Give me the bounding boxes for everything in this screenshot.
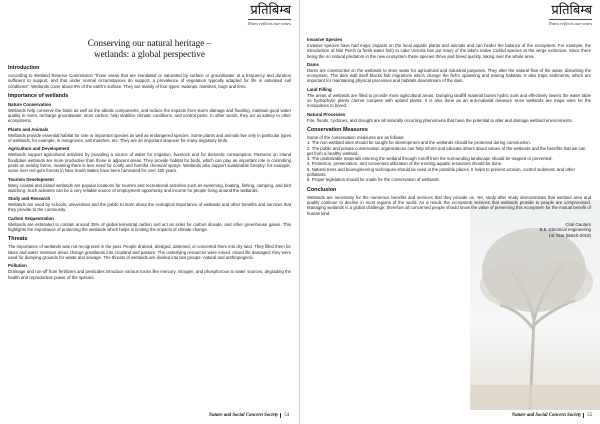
conservation-intro: Some of the conservation measures are as follows:: [307, 134, 405, 140]
conclusion-paragraph: Wetlands are necessary for the numerous benefits and services that they provide us. Yet, study after study demonstrates that wetland area and quality continue to decline in most regions of the world. As a result, the ecosystem services that wetlands provide to people are compromised. Managing wetlands is a global challenge; therefore all concerned people should know the value of preserving this ecosystem for the mutual benefit of human kind.: [307, 194, 591, 216]
pollution-paragraph: Drainage and run-off from fertilizers and pesticides introduce various toxins like mercury, nitrogen, and phosphorous to water sources, degrading the health and reproductive power of the species.: [8, 269, 291, 280]
author-name: Cital Gautam: [565, 221, 591, 227]
measure-item: 3. The undesirable materials entering the wetland through runoff from the surrounding landscape should be trapped or prevented.: [307, 156, 553, 162]
author-batch: 1st Year (Batch-2018): [548, 233, 591, 239]
dams-heading: Dams: [307, 61, 319, 67]
plants-heading: Plants and Animals: [8, 126, 49, 132]
tourism-paragraph: Many coastal and inland wetlands are popular locations for tourism and recreational activities such as swimming, boating, fishing, camping, and bird watching. Such activities can be a very reliable source of employment opportunity and income for people living around the wetlands.: [8, 182, 291, 193]
pollution-heading: Pollution: [8, 263, 27, 269]
carbon-heading: Carbon Sequestration: [8, 215, 54, 221]
agriculture-heading: Agriculture and Development: [8, 146, 70, 152]
tourism-heading: Tourism Development: [8, 176, 54, 182]
natural-paragraph: Fire, floods, cyclones, and drought are all naturally occurring phenomena that have the potential to alter and damage wetland environments.: [307, 117, 573, 123]
threats-heading: Threats: [8, 236, 28, 243]
plants-paragraph: Wetlands provide essential habitat for rare or important species as well as endangered species. Some plants and animals live only in particular types of wetlands, for example, in mangroves, salt marshes, etc. They are an important stopover for many migratory birds.: [8, 132, 291, 144]
right-content: [307, 34, 591, 406]
nature-paragraph: Wetlands help conserve the biotic as well as the abiotic components, and reduce the impacts from storm damage and flooding, maintain good water quality in rivers, recharge groundwater, store carbon, help stabilize climatic conditions, and control pests. In other words, they act as kidney to other ecosystems.: [8, 107, 291, 124]
masthead-tagline-right: Notes reflects our notes: [548, 21, 592, 26]
author-block: [307, 222, 591, 239]
footer-society: Nature and Social Concern Society: [208, 413, 279, 418]
article-title: Conserving our natural heritage – wetlands: a global perspective: [87, 38, 212, 59]
conclusion-heading: Conclusion: [307, 186, 337, 193]
invasive-paragraph: Invasive species have had major impacts on the local aquatic plants and animals and can hinder the balance of the ecosystem. For example, the introduction of Nile Perch (a fresh-water fish) to Lake Victoria has put many of the lake's native Cichlid species at the verge extinction. Since there being the no natural predators in the new ecosystem these species thrive and breed quickly, taking over the whole area.: [307, 43, 591, 59]
nature-heading: Nature Conservation: [8, 101, 52, 107]
left-content: [8, 38, 291, 406]
measure-item: 5. Natural trees and bioengineering techniques should be used in the possible places. It helps to prevent erosion, control sediment, and other pollutants.: [307, 166, 576, 178]
right-page: [300, 0, 600, 424]
agriculture-paragraph: Wetlands support agricultural activities by providing a source of water for irrigation, livestock and for domestic consumption. Pastures on inland floodplain wetlands are more productive than those in adjacent areas. They provide habitat for birds, which can play an important role in controlling pests on nearby farms, meaning there is less need for costly and harmful chemical sprays. Wetlands also support sustainable forestry: for example, some river red gum forests in New South Wales have been harvested for over 150 years.: [8, 152, 291, 174]
measure-item: 2. The public and private conservation organizations can help inform and educate others about values of the wetlands and the benefits that we can get from a healthy wetland.: [307, 145, 586, 156]
page-number-left: 54: [280, 413, 289, 418]
measure-item: 4. Protection, preservation, and convenient utilization of the existing aquatic resources should be done.: [307, 161, 503, 167]
masthead-brand-right: प्रतिबिम्ब: [551, 3, 592, 18]
conservation-heading: Conservation Measures: [307, 126, 368, 133]
measure-item: 6. Proper legislation should be made for the conservation of wetlands.: [307, 177, 440, 183]
author-program: B.E. Electrical engineering: [539, 227, 591, 233]
invasive-heading: Invasive Species: [307, 37, 343, 42]
masthead-right: [549, 4, 592, 26]
right-footer: [512, 413, 592, 418]
footer-society-right: Nature and Social Concern Society: [511, 413, 582, 418]
measure-item: 1. The non-wetland sites should be sought for development and the wetlands should be protected during construction.: [307, 140, 531, 146]
carbon-paragraph: Wetlands are estimated to contain around 35% of global terrestrial carbon and act as sinks for carbon dioxide, and other greenhouse gases. This highlights the importance of protecting the wetlands which helps in limiting the impacts of climate change.: [8, 221, 291, 233]
importance-heading: Importance of wetlands: [8, 92, 69, 99]
intro-heading: Introduction: [8, 65, 40, 71]
study-heading: Study and Research: [8, 196, 51, 202]
study-paragraph: Wetlands are used by schools, universities and the public to learn about the ecological importance of wetlands and other benefits and services that they provide to the community.: [8, 202, 291, 213]
masthead-tagline: Notes reflects our notes: [247, 21, 291, 26]
natural-heading: Natural Processes: [307, 111, 346, 117]
masthead: [248, 4, 291, 26]
dams-paragraph: Dams are constructed on the wetlands to store water for agricultural and industrial purposes. They alter the natural flow of the water, disturbing the ecosystem. The dam wall itself blocks fish migrations which change the fish's spawning and rearing habitats. It also traps sediments, which are important for maintaining physical processes and habitats downstream of the dam.: [307, 67, 591, 84]
page-number-right: 55: [583, 413, 592, 418]
landfill-paragraph: The areas of wetlands are filled to provide more agricultural areas. Dumping landfill material buries hydric soils and effectively lowers the water table so hydrophytic plants cannot compete with upland plants. It is also done as an anti-malarial measure since wetlands are major sites for the mosquitoes to breed.: [307, 92, 591, 109]
threats-paragraph: The importance of wetlands was not recognized in the past. People drained, dredged, dammed, or converted them into dry land. They filled them for lakes and water retention areas change greatlands into cropland and pasture. The underlying resources were mined, mixed life damaged; they were used for dumping grounds for waste and sewage. The threats of wetlands are divided into two groups- natural and anthropogenic.: [8, 244, 291, 260]
masthead-brand: प्रतिबिम्ब: [250, 3, 291, 18]
landfill-heading: Land Filling: [307, 86, 332, 92]
left-footer: [209, 413, 289, 418]
intro-paragraph: According to Wetland Reserve Commission “those areas that are inundated or saturated by surface or groundwater at a frequency and duration sufficient to support, and that under normal circumstances do support, a prevalence of vegetation typically adapted for life in saturated soil conditions”. Wetlands cover about 9% of the earth's surface. They are mainly of four types: swamps, marshes, bogs and fens.: [8, 73, 291, 89]
